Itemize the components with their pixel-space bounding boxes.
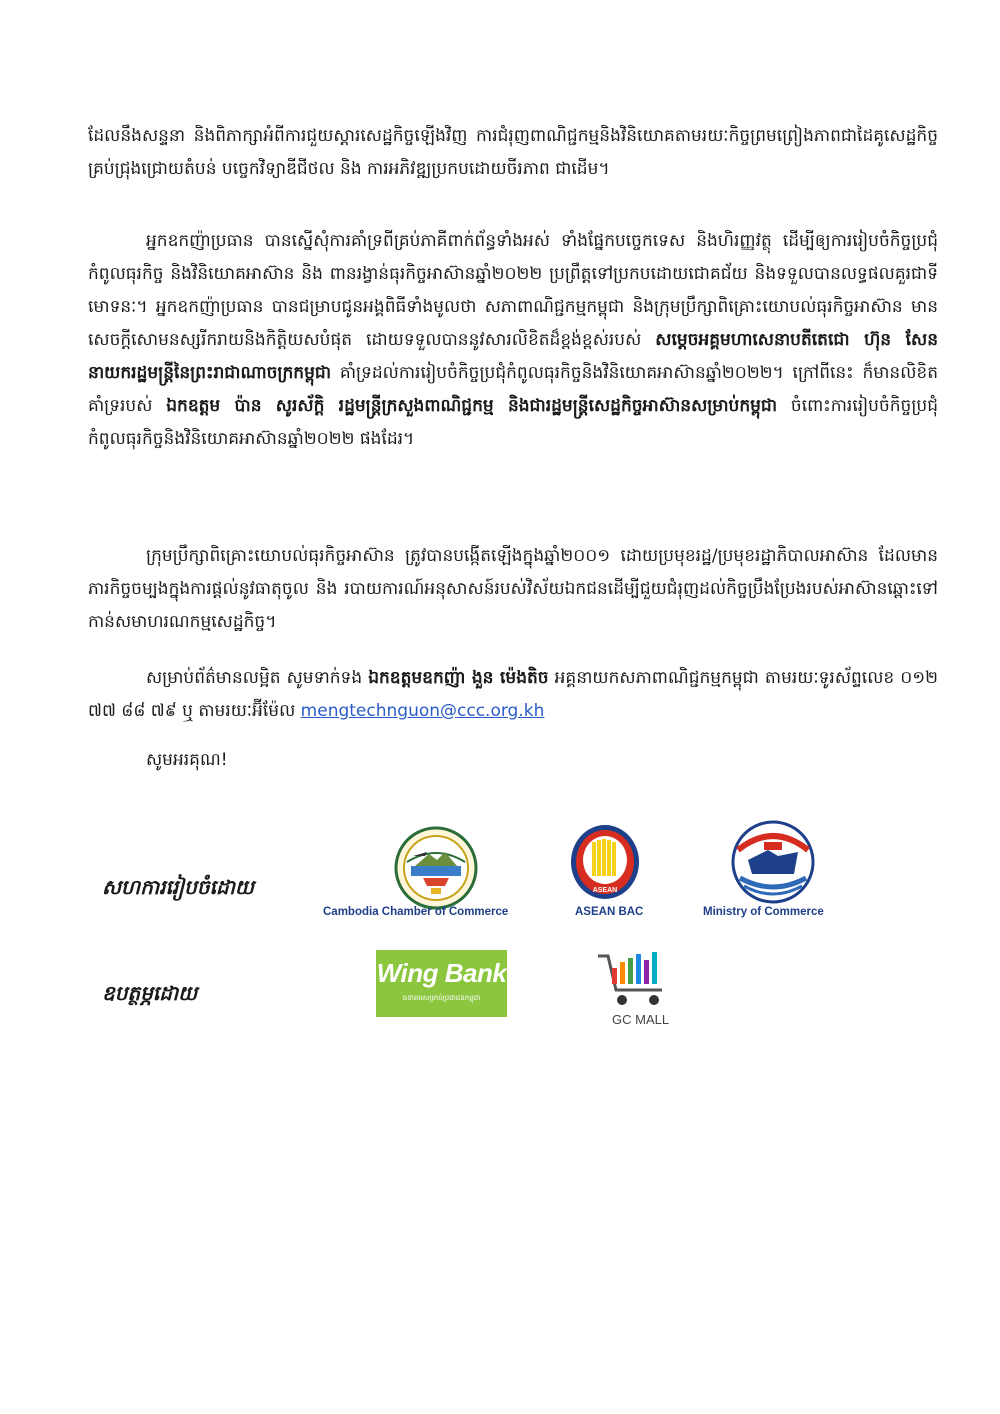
wing-bank-name: Wing Bank [376,958,507,988]
wing-bank-tagline: ធនាគារសម្រាប់ប្រជាជនកម្ពុជា [402,994,481,1002]
minister-name: ឯកឧត្តម ប៉ាន សូរស័ក្តិ រដ្ឋមន្ត្រីក្រសួងពាណិជ្ជកម្ម និងជារដ្ឋមន្ត្រីសេដ្ឋកិច្ចអាស៊ានសម្រាប់កម្ពុជា [166,396,778,416]
prime-minister-name: សម្តេចអគ្គមហាសេនាបតីតេជោ ហ៊ុន សែន នាយករដ្ឋមន្ត្រីនៃព្រះរាជាណាចក្រកម្ពុជា [88,330,938,383]
organized-by-label: សហការរៀបចំដោយ [102,875,254,899]
paragraph-2-part-e: ចំពោះការរៀបចំកិច្ចប្រជុំកំពូលធុរកិច្ចនិងវិនិយោគអាស៊ានឆ្នាំ២០២២ ផងដែរ។ [88,396,938,449]
sponsored-by-label: ឧបត្ថម្ភដោយ [102,981,198,1005]
paragraph-2-part-c: គាំទ្រដល់ការរៀបចំកិច្ចប្រជុំកំពូលធុរកិច្ចនិងវិនិយោគអាស៊ានឆ្នាំ២០២២។ ក្រៅពីនេះ ក៏មានលិខិតគាំទ្ររបស់ [88,363,938,416]
paragraph-2-text [88,225,938,456]
asean-caption: ASEAN BAC [575,906,644,918]
paragraph-thanks [88,744,938,777]
contact-name: ឯកឧត្តមឧកញ៉ា ងួន ម៉េងតិច [368,668,549,688]
contact-email-link[interactable]: mengtechnguon@ccc.org.kh [300,701,545,721]
paragraph-3-text: ក្រុមប្រឹក្សាពិគ្រោះយោបល់ធុរកិច្ចអាស៊ាន ត្រូវបានបង្កើតឡើងក្នុងឆ្នាំ២០០១ ដោយប្រមុខរដ្ឋ/ប្រមុខរដ្ឋាភិបាលអាស៊ាន ដែលមានភារកិច្ចចម្បងក្នុងការផ្តល់នូវធាតុចូល និង របាយការណ៍អនុសាសន៍របស់វិស័យឯកជនដើម្បីជួយជំរុញដល់កិច្ចប្រឹងប្រែងរបស់អាស៊ានឆ្ពោះទៅកាន់សមាហរណកម្មសេដ្ឋកិច្ច។ [88,546,938,632]
paragraph-4-text [88,662,938,728]
asean-badge-text: ASEAN [592,887,618,894]
ccc-caption: Cambodia Chamber of Commerce [323,906,509,918]
paragraph-1-text: ដែលនឹងសន្ទនា និងពិភាក្សាអំពីការជួយស្តារសេដ្ឋកិច្ចឡើងវិញ ការជំរុញពាណិជ្ជកម្មនិងវិនិយោគតាមរយៈកិច្ចព្រមព្រៀងភាពជាដៃគូសេដ្ឋកិច្ចគ្រប់ជ្រុងជ្រោយតំបន់ បច្ចេកវិទ្យាឌីជីថល និង ការអភិវឌ្ឍប្រកបដោយចីរភាព ជាដើម។ [88,126,938,179]
wing-bank-logo [376,950,507,1017]
paragraph-4 [88,662,938,728]
paragraph-4-part-a: សម្រាប់ព័ត៌មានលម្អិត សូមទាក់ទង [146,668,369,688]
ministry-of-commerce-logo [728,820,818,904]
moc-caption: Ministry of Commerce [703,906,824,918]
paragraph-1 [88,120,938,186]
gc-mall-caption: GC MALL [612,1012,670,1027]
thanks-text: សូមអរគុណ! [146,750,228,770]
paragraph-2-part-a: អ្នកឧកញ៉ាប្រធាន បានស្នើសុំការគាំទ្រពីគ្រប់ភាគីពាក់ព័ន្ធទាំងអស់ ទាំងផ្នែកបច្ចេកទេស និងហិរញ្ញវត្ថុ ដើម្បីឲ្យការរៀបចំកិច្ចប្រជុំកំពូលធុរកិច្ច និងវិនិយោគអាស៊ាន និង ពានរង្វាន់ធុរកិច្ចអាស៊ានឆ្នាំ២០២២ ប្រព្រឹត្តទៅប្រកបដោយជោគជ័យ និងទទួលបានលទ្ធផលគួរជាទីមោទនៈ។ អ្នកឧកញ៉ាប្រធាន បានជម្រាបជូនអង្គពិធីទាំងមូលថា សភាពាណិជ្ជកម្មកម្ពុជា និងក្រុមប្រឹក្សាពិគ្រោះយោបល់ធុរកិច្ចអាស៊ាន មានសេចក្តីសោមនស្សរីករាយនិងកិត្តិយសបំផុត ដោយទទួលបាននូវសារលិខិតដ៏ខ្ពង់ខ្ពស់របស់ [88,231,938,350]
gc-mall-logo [596,950,676,1014]
asean-bac-logo [570,824,640,902]
paragraph-3 [88,540,938,639]
paragraph-4-part-c: អគ្គនាយកសភាពាណិជ្ជកម្មកម្ពុជា តាមរយៈទូរស័ព្ទលេខ ០១២ ៧៧ ៨៨ ៧៩ ឬ តាមរយៈអ៊ីម៉ែល [88,668,938,721]
paragraph-2 [88,225,938,456]
ccc-logo [393,826,479,910]
